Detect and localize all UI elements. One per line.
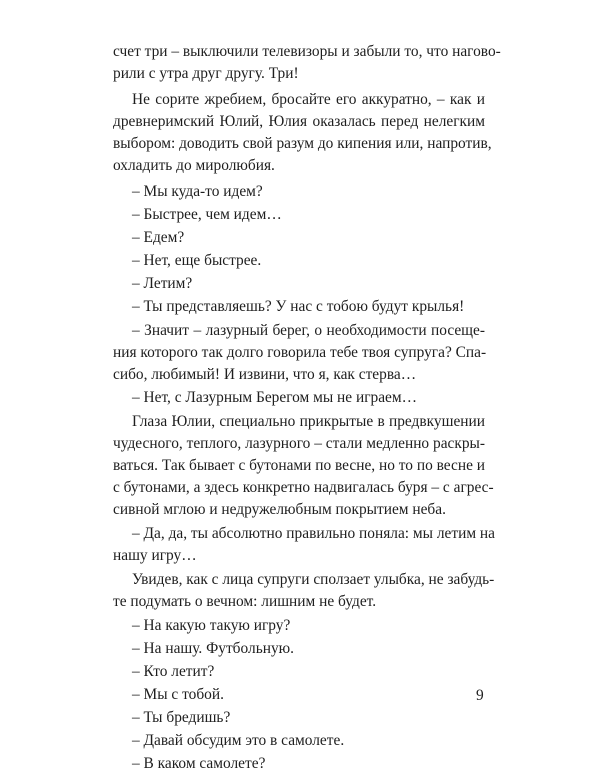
text-line: ваться. Так бывает с бутонами по весне, но то по весне и <box>113 457 485 474</box>
text-line: – В каком самолете? <box>132 755 266 772</box>
text-line: древнеримский Юлий, Юлия оказалась перед нелегким <box>113 113 485 130</box>
text-line: те подумать о вечном: лишним не будет. <box>113 593 377 610</box>
text-line: охладить до миролюбия. <box>113 157 275 174</box>
text-line: счет три – выключили телевизоры и забыли то, что нагово- <box>113 43 501 60</box>
text-line: – Кто летит? <box>132 663 215 680</box>
text-line: выбором: доводить свой разум до кипения или, напротив, <box>113 135 492 152</box>
text-line: Увидев, как с лица супруги сползает улыбка, не забудь- <box>132 571 495 588</box>
page-number: 9 <box>476 687 484 704</box>
text-line: – Ты представляешь? У нас с тобою будут крылья! <box>132 298 465 315</box>
text-line: – Мы с тобой. <box>132 686 224 703</box>
text-line: – На нашу. Футбольную. <box>132 640 294 657</box>
text-line: рили с утра друг другу. Три! <box>113 65 299 82</box>
text-line: – Нет, еще быстрее. <box>132 252 262 269</box>
text-line: – Давай обсудим это в самолете. <box>132 732 345 749</box>
text-line: ния которого так долго говорила тебе твоя супруга? Спа- <box>113 344 487 361</box>
text-line: – На какую такую игру? <box>132 617 291 634</box>
text-line: нашу игру… <box>113 547 197 564</box>
text-line: – Да, да, ты абсолютно правильно поняла: мы летим на <box>132 525 495 542</box>
text-line: сибо, любимый! И извини, что я, как стерва… <box>113 366 417 383</box>
text-line: Не сорите жребием, бросайте его аккуратно, – как и <box>132 91 485 108</box>
text-line: – Быстрее, чем идем… <box>132 206 282 223</box>
text-line: с бутонами, а здесь конкретно надвигалась буря – с агрес- <box>113 479 494 496</box>
text-line: – Ты бредишь? <box>132 709 231 726</box>
text-line: сивной мглою и недружелюбным покрытием неба. <box>113 501 446 518</box>
text-line: Глаза Юлии, специально прикрытые в предвкушении <box>132 413 485 430</box>
text-line: – Мы куда-то идем? <box>132 183 263 200</box>
text-line: – Летим? <box>132 275 193 292</box>
text-line: чудесного, теплого, лазурного – стали медленно раскры- <box>113 435 485 452</box>
text-line: – Значит – лазурный берег, о необходимости посеще- <box>132 322 485 339</box>
text-line: – Нет, с Лазурным Берегом мы не играем… <box>132 389 418 406</box>
text-line: – Едем? <box>132 229 185 246</box>
